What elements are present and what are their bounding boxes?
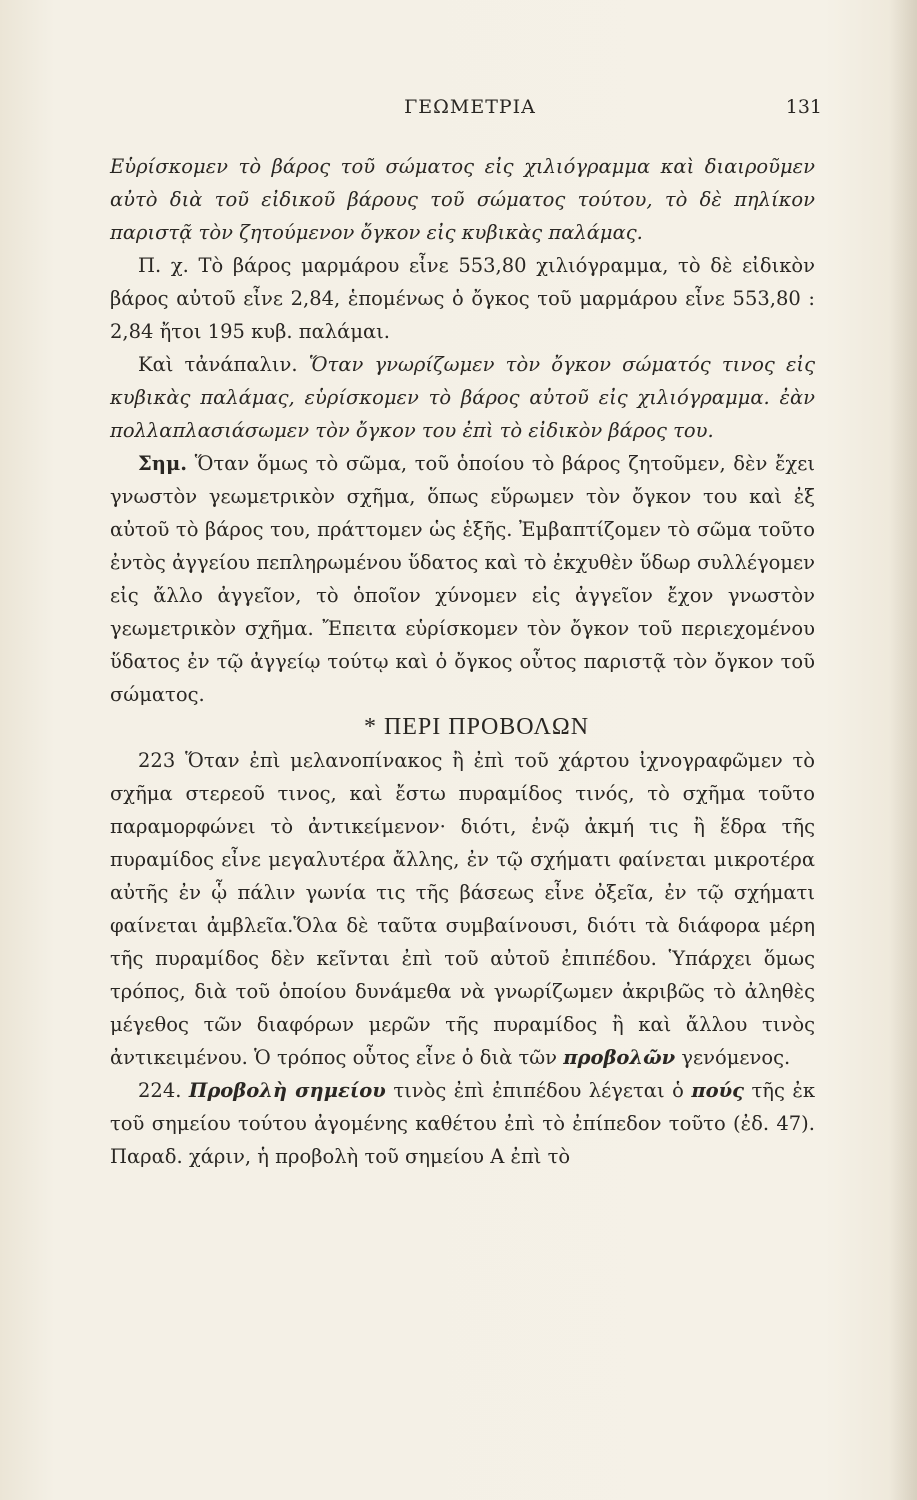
note-label: Σημ. xyxy=(138,452,188,475)
paragraph-224-term: Προβολὴ σημείου xyxy=(188,1079,386,1102)
paragraph-224 xyxy=(110,1074,815,1173)
note-text: Ὅταν ὅμως τὸ σῶμα, τοῦ ὁποίου τὸ βάρος ζητοῦμεν, δὲν ἔχει γνωστὸν γεωμετρικὸν σχῆμα, ὅπως εὕρωμεν τὸν ὄγκον του καὶ ἐξ αὐτοῦ τὸ βάρος του, πράττομεν ὡς ἑξῆς. Ἐμβαπτίζομεν τὸ σῶμα τοῦτο ἐντὸς ἀγγείου πεπληρωμένου ὕδατος καὶ τὸ ἐκχυθὲν ὕδωρ συλλέγομεν εἰς ἄλλο ἀγγεῖον, τὸ ὁποῖον χύνομεν εἰς ἀγγεῖον ἔχον γνωστὸν γεωμετρικὸν σχῆμα. Ἔπειτα εὑρίσκομεν τὸν ὄγκον τοῦ περιεχομένου ὕδατος ἐν τῷ ἀγγείῳ τούτῳ καὶ ὁ ὄγκος οὗτος παριστᾷ τὸν ὄγκον τοῦ σώματος. xyxy=(110,452,815,706)
converse-lead: Καὶ τἀνάπαλιν. xyxy=(138,353,298,376)
converse-rule: Ὅταν γνωρίζωμεν τὸν ὄγκον σώματός τινος εἰς κυβικὰς παλάμας, εὑρίσκομεν τὸ βάρος αὐτοῦ εἰς χιλιόγραμμα. ἐὰν πολλαπλασιάσωμεν τὸν ὄγκον του ἐπὶ τὸ εἰδικὸν βάρος του. xyxy=(110,353,815,442)
paragraph-224-ending: τῆς ἐκ τοῦ σημείου τούτου ἀγομένης καθέτου ἐπὶ τὸ ἐπίπεδον τοῦτο (ἐδ. 47). Παραδ. χάριν, ἡ προβολὴ τοῦ σημείου Α ἐπὶ τὸ xyxy=(110,1079,816,1168)
paragraph-volume-rule: Εὑρίσκομεν τὸ βάρος τοῦ σώματος εἰς χιλιόγραμμα καὶ διαιροῦμεν αὐτὸ διὰ τοῦ εἰδικοῦ βάρους τοῦ σώματος τούτου, τὸ δὲ πηλίκον παριστᾷ τὸν ζητούμενον ὄγκον εἰς κυβικὰς παλάμας. xyxy=(110,155,815,244)
page-gutter-shadow xyxy=(889,0,917,1500)
section-heading: * ΠΕΡΙ ΠΡΟΒΟΛΩΝ xyxy=(363,714,590,740)
paragraph-224-number: 224. xyxy=(138,1079,182,1102)
paragraph-converse xyxy=(110,348,815,447)
page-body xyxy=(110,150,815,1173)
paragraph-224-text: τινὸς ἐπὶ ἐπιπέδου λέγεται ὁ xyxy=(393,1079,684,1102)
page-number: 131 xyxy=(785,96,822,118)
running-title: ΓΕΩΜΕΤΡΙΑ xyxy=(404,96,536,118)
paragraph-224-emphasis: πούς xyxy=(691,1079,745,1102)
running-header xyxy=(110,96,830,126)
paragraph-223-text: Ὅταν ἐπὶ μελανοπίνακος ἢ ἐπὶ τοῦ χάρτου ἰχνογραφῶμεν τὸ σχῆμα στερεοῦ τινος, καὶ ἔστω πυραμίδος τινός, τὸ σχῆμα τοῦτο παραμορφώνει τὸ ἀντικείμενον· διότι, ἐνῷ ἀκμή τις ἢ ἕδρα τῆς πυραμίδος εἶνε μεγαλυτέρα ἄλλης, ἐν τῷ σχήματι φαίνεται μικροτέρα αὐτῆς ἐν ᾧ πάλιν γωνία τις τῆς βάσεως εἶνε ὀξεῖα, ἐν τῷ σχήματι φαίνεται ἀμβλεῖα.Ὅλα δὲ ταῦτα συμβαίνουσι, διότι τὰ διάφορα μέρη τῆς πυραμίδος δὲν κεῖνται ἐπὶ τοῦ αὐτοῦ ἐπιπέδου. Ὑπάρχει ὅμως τρόπος, διὰ τοῦ ὁποίου δυνάμεθα νὰ γνωρίζωμεν ἀκριβῶς τὸ ἀληθὲς μέγεθος τῶν διαφόρων μερῶν τῆς πυραμίδος ἢ καὶ ἄλλου τινὸς ἀντικειμένου. Ὁ τρόπος οὗτος εἶνε ὁ διὰ τῶν xyxy=(110,749,815,1069)
paragraph-223-number: 223 xyxy=(138,749,176,772)
paragraph-223-ending: γενόμενος. xyxy=(681,1046,791,1069)
paragraph-223 xyxy=(110,744,815,1074)
paragraph-marble-example: Π. χ. Τὸ βάρος μαρμάρου εἶνε 553,80 χιλιόγραμμα, τὸ δὲ εἰδικὸν βάρος αὐτοῦ εἶνε 2,84, ἑπομένως ὁ ὄγκος τοῦ μαρμάρου εἶνε 553,80 : 2,84 ἤτοι 195 κυβ. παλάμαι. xyxy=(110,254,815,343)
paragraph-note xyxy=(110,447,815,711)
paragraph-223-emphasis: προβολῶν xyxy=(563,1046,676,1069)
